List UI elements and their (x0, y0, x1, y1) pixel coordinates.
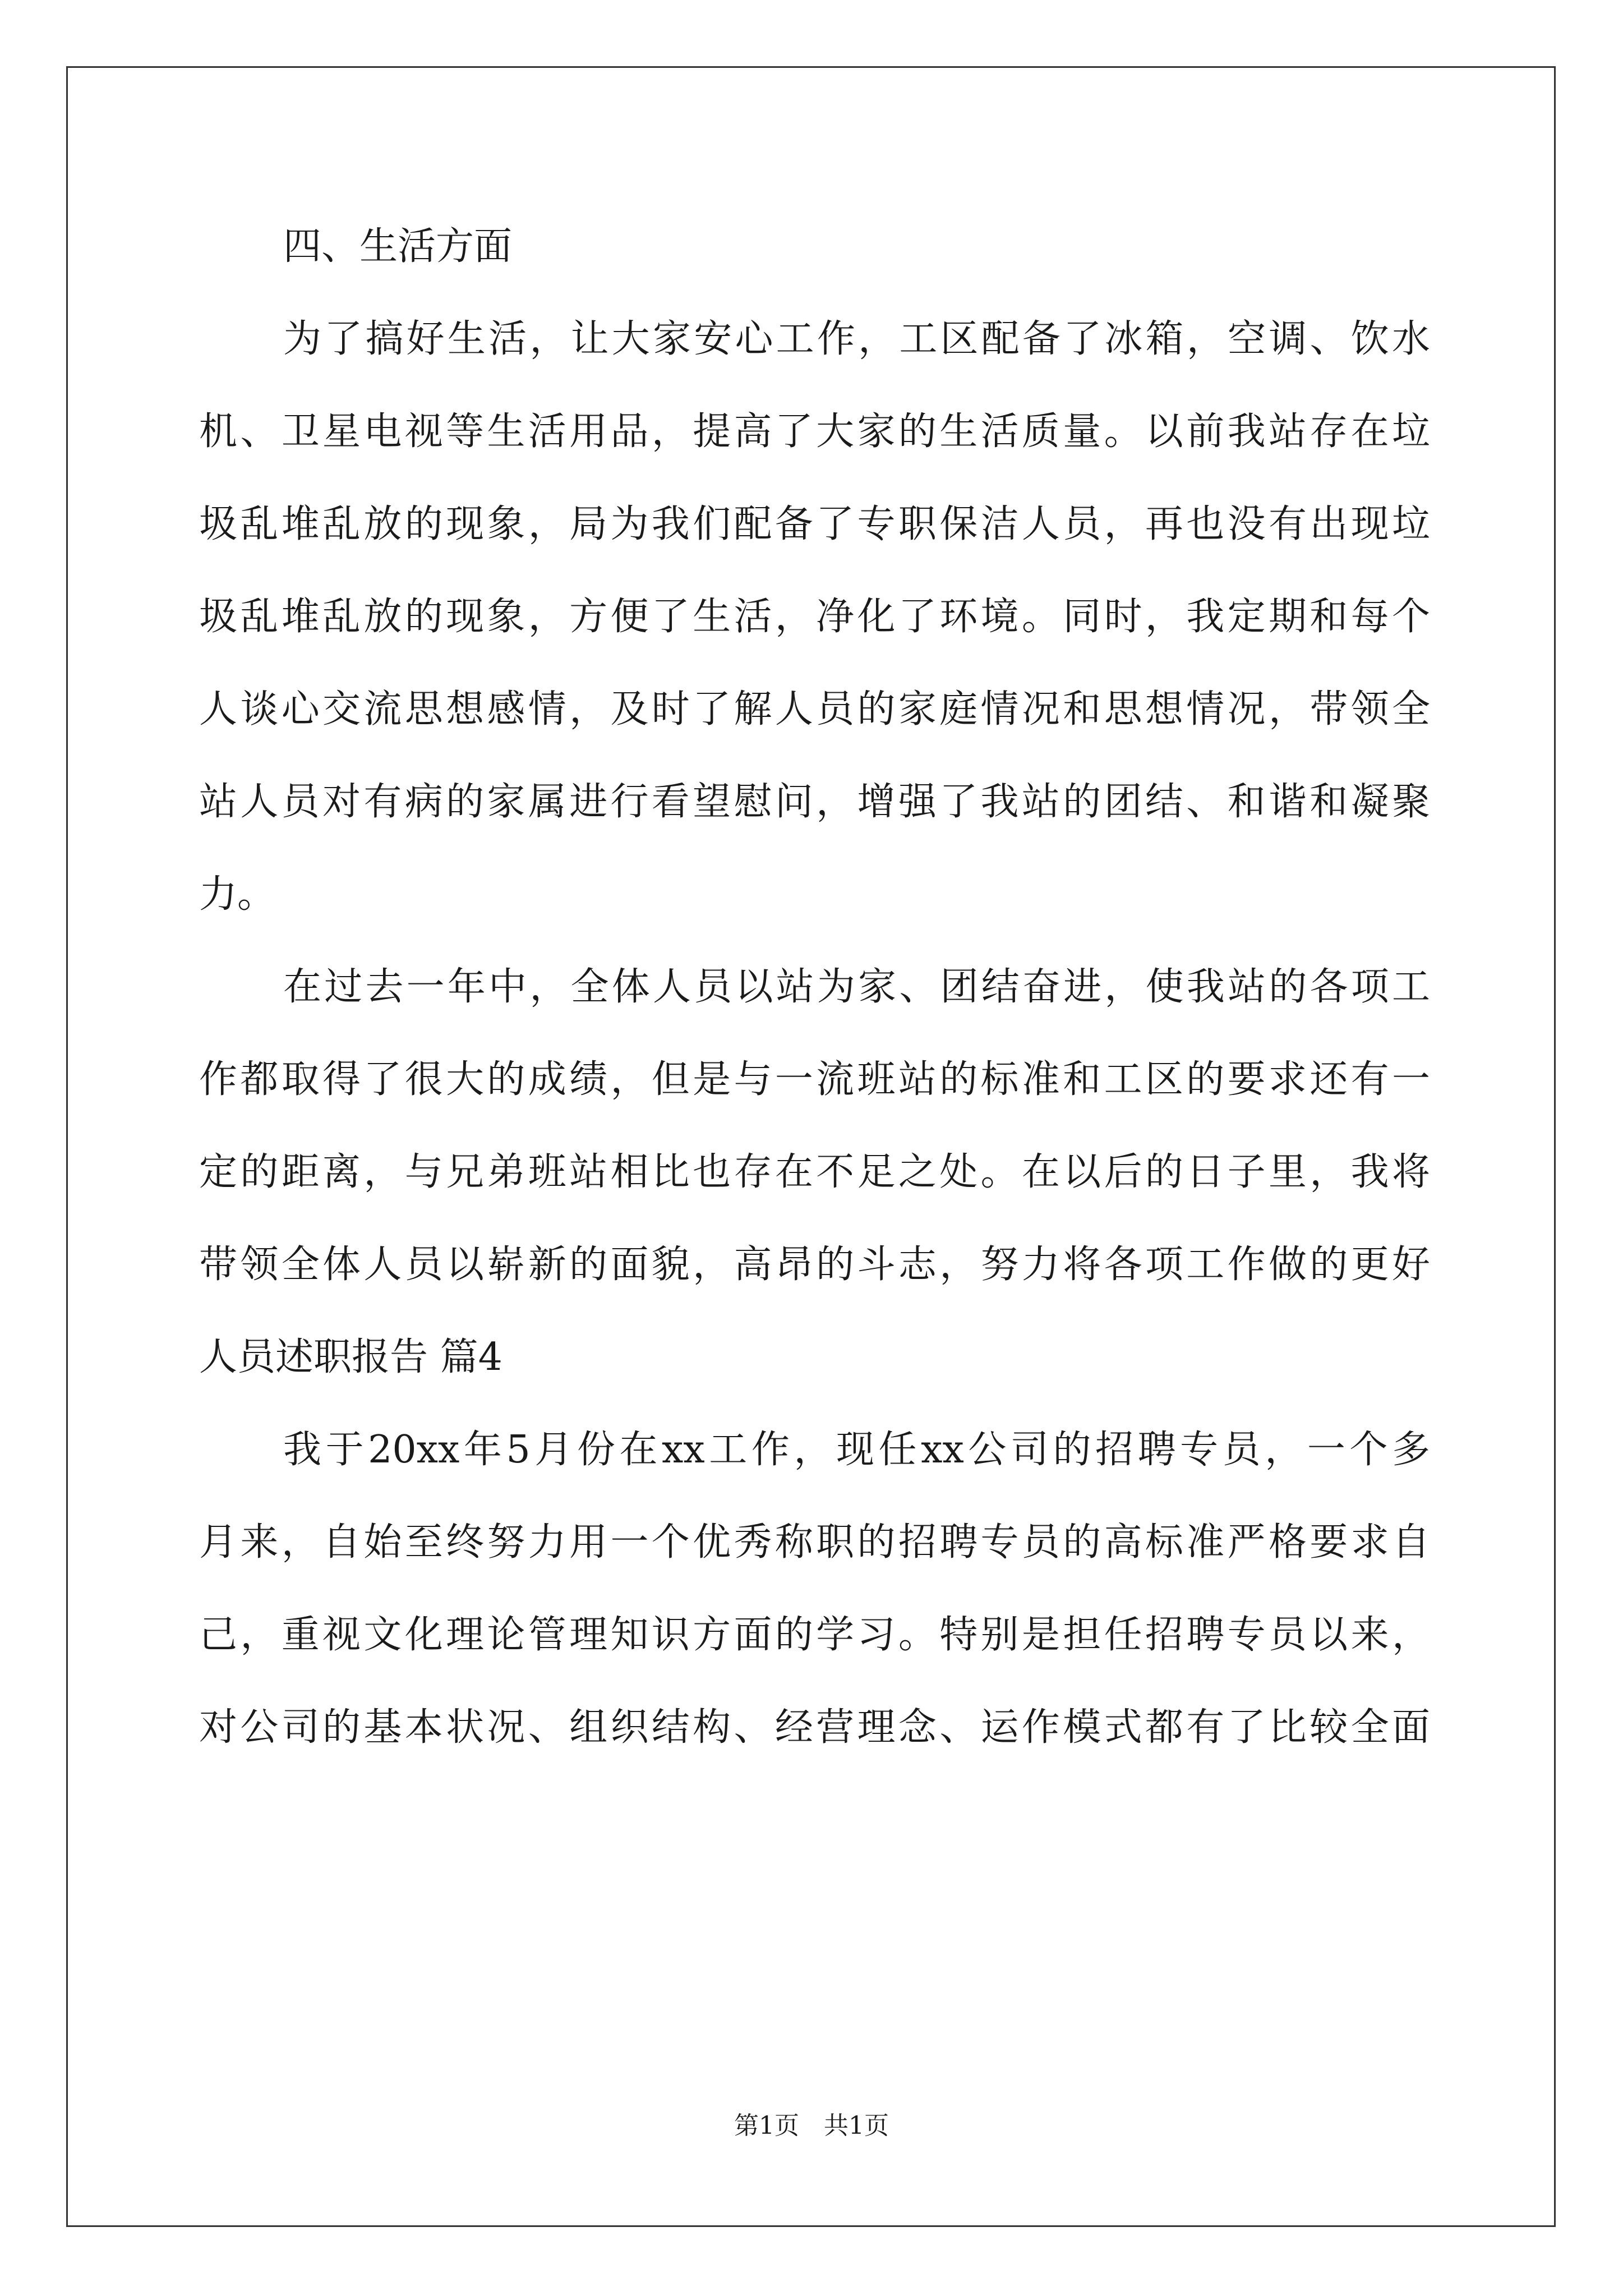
paragraph-line: 力。 (199, 872, 276, 917)
page-number-footer: 第1页 共1页 (734, 2111, 889, 2140)
report-heading: 人员述职报告 篇4 (199, 1335, 502, 1379)
paragraph-line: 机、卫星电视等生活用品，提高了大家的生活质量。以前我站存在垃 (199, 409, 1430, 454)
paragraph-line: 圾乱堆乱放的现象，方便了生活，净化了环境。同时，我定期和每个 (199, 595, 1430, 639)
paragraph-line: 人谈心交流思想感情，及时了解人员的家庭情况和思想情况，带领全 (199, 687, 1430, 731)
paragraph-line: 为了搞好生活，让大家安心工作，工区配备了冰箱，空调、饮水 (283, 317, 1430, 361)
paragraph-line: 我于20xx年5月份在xx工作，现任xx公司的招聘专员，一个多 (283, 1428, 1430, 1472)
paragraph-line: 对公司的基本状况、组织结构、经营理念、运作模式都有了比较全面 (199, 1705, 1430, 1750)
paragraph-line: 月来，自始至终努力用一个优秀称职的招聘专员的高标准严格要求自 (199, 1520, 1430, 1565)
paragraph-line: 站人员对有病的家属进行看望慰问，增强了我站的团结、和谐和凝聚 (199, 780, 1430, 824)
paragraph-line: 作都取得了很大的成绩，但是与一流班站的标准和工区的要求还有一 (199, 1057, 1430, 1102)
paragraph-line: 带领全体人员以崭新的面貌，高昂的斗志，努力将各项工作做的更好 (199, 1243, 1430, 1287)
paragraph-line: 定的距离，与兄弟班站相比也存在不足之处。在以后的日子里，我将 (199, 1150, 1430, 1194)
paragraph-line: 圾乱堆乱放的现象，局为我们配备了专职保洁人员，再也没有出现垃 (199, 502, 1430, 546)
paragraph-line: 己，重视文化理论管理知识方面的学习。特别是担任招聘专员以来， (199, 1613, 1430, 1657)
section-heading: 四、生活方面 (283, 224, 513, 269)
paragraph-line: 在过去一年中，全体人员以站为家、团结奋进，使我站的各项工 (283, 965, 1430, 1009)
